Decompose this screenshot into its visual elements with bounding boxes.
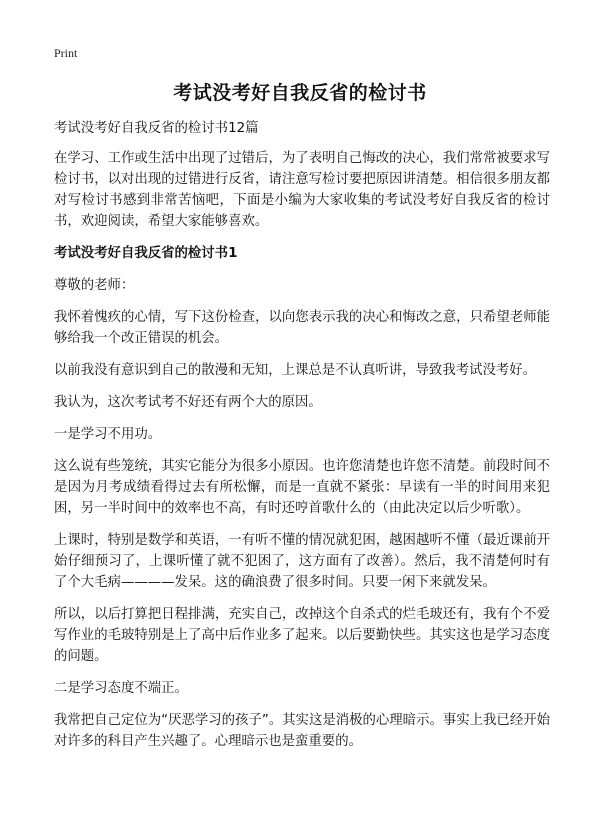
page-title: 考试没考好自我反省的检讨书 bbox=[173, 82, 427, 104]
body-paragraph: 我常把自己定位为“厌恶学习的孩子”。其实这是消极的心理暗示。事实上我已经开始对许多的科目产生兴趣了。心理暗示也是蛮重要的。 bbox=[54, 713, 550, 749]
section-heading: 考试没考好自我反省的检讨书1 bbox=[54, 246, 238, 261]
body-paragraph: 二是学习态度不端正。 bbox=[54, 681, 188, 696]
salutation: 尊敬的老师： bbox=[54, 278, 135, 293]
intro-paragraph: 在学习、工作或生活中出现了过错后，为了表明自己悔改的决心，我们常常被要求写检讨书，以对出现的过错进行反省，请注意写检讨要把原因讲清楚。相信很多朋友都对写检讨书感到非常苦恼吧，下面是小编为大家收集的考试没考好自我反省的检讨书，欢迎阅读，希望大家能够喜欢。 bbox=[54, 151, 550, 229]
body-paragraph: 我怀着愧疚的心情，写下这份检查，以向您表示我的决心和悔改之意，只希望老师能够给我一个改正错误的机会。 bbox=[54, 310, 550, 346]
document-subtitle: 考试没考好自我反省的检讨书12篇 bbox=[54, 121, 259, 136]
body-paragraph: 这么说有些笼统，其实它能分为很多小原因。也许您清楚也许您不清楚。前段时间不是因为月考成绩看得过去有所松懈，而是一直就不紧张：早读有一半的时间用来犯困，另一半时间中的效率也不高，有时还哼首歌什么的（由此决定以后少听歌）。 bbox=[54, 459, 550, 516]
document-body bbox=[54, 118, 550, 763]
body-paragraph: 一是学习不用功。 bbox=[54, 427, 162, 442]
body-paragraph: 我认为，这次考试考不好还有两个大的原因。 bbox=[54, 395, 322, 410]
body-paragraph: 以前我没有意识到自己的散漫和无知，上课总是不认真听讲，导致我考试没考好。 bbox=[54, 363, 537, 378]
print-link[interactable]: Print bbox=[54, 46, 78, 60]
body-paragraph: 所以，以后打算把日程排满，充实自己，改掉这个自杀式的烂毛玻还有，我有个不爱写作业的毛玻特别是上了高中后作业多了起来。以后要勤快些。其实这也是学习态度的问题。 bbox=[54, 607, 550, 664]
body-paragraph: 上课时，特别是数学和英语，一有听不懂的情况就犯困，越困越听不懂（最近课前开始仔细预习了，上课听懂了就不犯困了，这方面有了改善）。然后，我不清楚何时有了个大毛病————发呆。这的确浪费了很多时间。只要一闲下来就发呆。 bbox=[54, 533, 550, 590]
